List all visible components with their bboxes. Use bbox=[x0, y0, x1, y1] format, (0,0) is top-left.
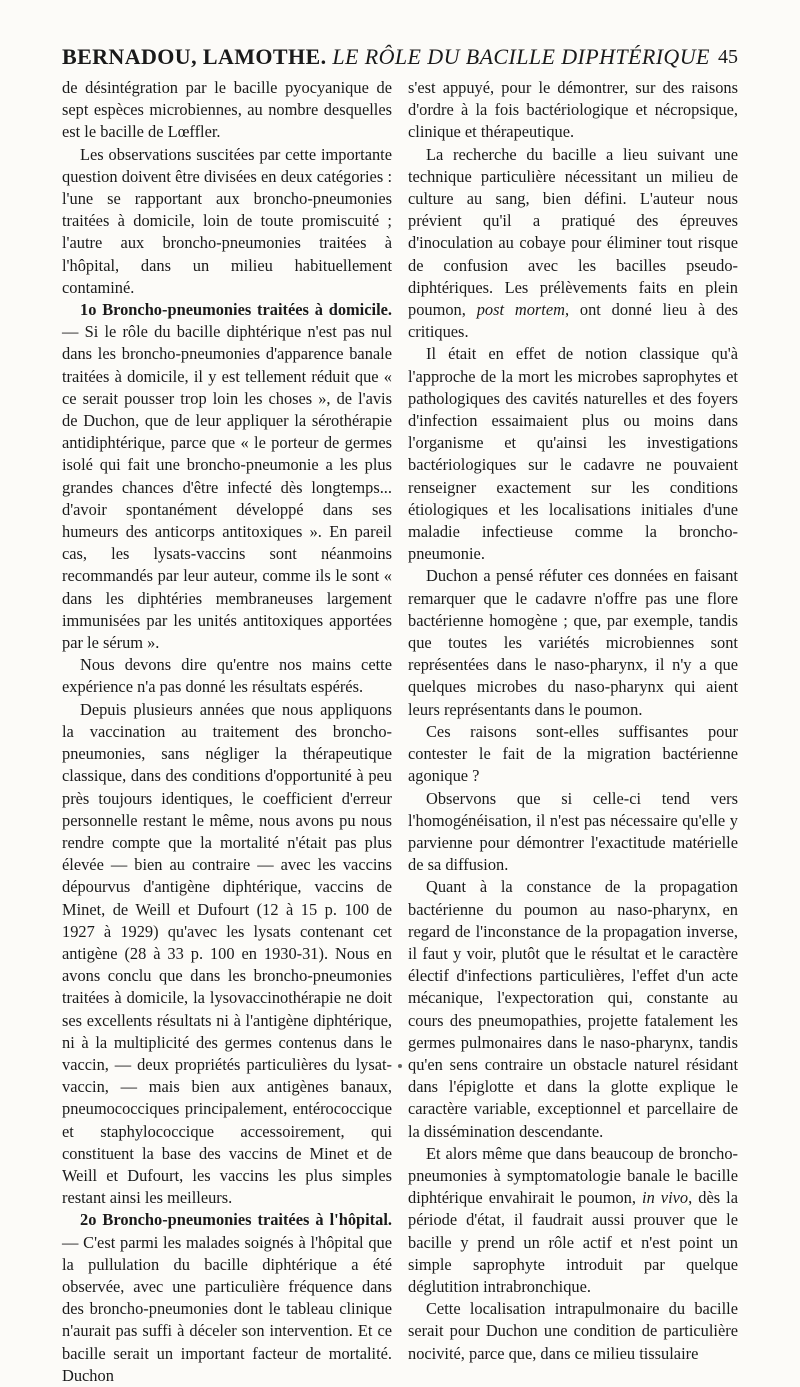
left-column bbox=[62, 77, 392, 1387]
paragraph-text: , ont donné lieu à des critiques. bbox=[408, 300, 738, 342]
running-title bbox=[62, 44, 710, 70]
paragraph-text: Et alors même que dans beaucoup de broncho-pneumonies à symptomatologie banale le bacille diphtérique envahirait le poumon, bbox=[408, 1143, 738, 1208]
paragraph: Depuis plusieurs années que nous appliquons la vaccination au traitement des broncho-pneumonies, sans négliger la thérapeutique classique, dans des conditions d'opportunité à peu près toujours identiques, le coefficient d'erreur personnelle restant le même, nous avons pu nous rendre compte que la mortalité n'était pas plus élevée — bien au contraire — avec les vaccins dépourvus d'antigène diphtérique, vaccins de Minet, de Weill et Dufourt (12 à 15 p. 100 de 1927 à 1929) qu'avec les lysats contenant cet antigène (28 à 33 p. 100 en 1930-31). Nous en avons conclu que dans les broncho-pneumonies traitées à domicile, la lysovaccinothérapie ne doit ses excellents résultats ni à l'antigène diphtérique, ni à la multiplicité des germes contenus dans le vaccin, — deux propriétés particulières du lysat-vaccin, — mais bien aux antigènes banaux, pneumococciques principalement, entérococcique et staphylococcique accessoirement, qui constituent la base des vaccins de Minet et de Weill et Dufourt, les vaccins les plus simples restant ainsi les meilleurs. bbox=[62, 699, 392, 1208]
paragraph: Quant à la constance de la propagation bactérienne du poumon au naso-pharynx, en regard de l'inconstance de la propagation inverse, il faut y voir, plutôt que le résultat et le caractère électif d'infections particulières, l'effet d'un acte mécanique, l'expectoration qui, constante au cours des pneumopathies, projette fatalement les germes pulmonaires dans le naso-pharynx, tandis qu'en sens contraire un obstacle naturel résidant dans l'épiglotte et dans la glotte explique le caractère variable, exceptionnel et parcellaire de la dissémination descendante. bbox=[408, 877, 738, 1141]
section-heading-domicile: 1o Broncho-pneumonies traitées à domicile. bbox=[80, 300, 392, 320]
paragraph: s'est appuyé, pour le démontrer, sur des raisons d'ordre à la fois bactériologique et nécropsique, clinique et thérapeutique. bbox=[408, 78, 738, 142]
right-column bbox=[408, 77, 738, 1365]
running-title-subject: LE RÔLE DU BACILLE DIPHTÉRIQUE bbox=[332, 44, 710, 69]
paragraph: Les observations suscitées par cette importante question doivent être divisées en deux catégories : l'une se rapportant aux broncho-pneumonies traitées à domicile, loin de toute promiscuité ; l'autre aux broncho-pneumonies traitées à l'hôpital, dans un milieu habituellement contaminé. bbox=[62, 144, 392, 297]
paragraph: Cette localisation intrapulmonaire du bacille serait pour Duchon une condition de particulière nocivité, parce que, dans ce milieu tissulaire bbox=[408, 1299, 738, 1363]
italic-phrase: in vivo bbox=[642, 1188, 689, 1208]
italic-phrase: post mortem bbox=[476, 300, 565, 320]
paragraph-text: , dès la période d'état, il faudrait aussi prouver que le bacille y prend un rôle actif et n'est point un simple saprophyte introduit par quelque déglutition intrabronchique. bbox=[408, 1188, 738, 1296]
section-heading-hopital: 2o Broncho-pneumonies traitées à l'hôpital. bbox=[80, 1210, 392, 1230]
paragraph-text: — Si le rôle du bacille diphtérique n'est pas nul dans les broncho-pneumonies d'apparence banale traitées à domicile, il y est tellement réduit que « ce serait pousser trop loin les choses », de l'avis de Duchon, que de leur appliquer la sérothérapie antidiphtérique, parce que « le porteur de germes isolé qui fait une broncho-pneumonie a les plus grandes chances d'être infecté dès longtemps... d'avoir spontanément développé dans ses humeurs des anticorps antitoxiques ». En pareil cas, les lysats-vaccins sont néanmoins recommandés par leur auteur, comme ils le sont « dans les diphtéries membraneuses largement immunisées par les unités antitoxiques apportées par le sérum ». bbox=[62, 322, 392, 653]
paragraph: Nous devons dire qu'entre nos mains cette expérience n'a pas donné les résultats espérés. bbox=[62, 655, 392, 697]
paragraph-text: La recherche du bacille a lieu suivant une technique particulière nécessitant un milieu de culture au sang, bien défini. L'auteur nous prévient qu'il a pratiqué des épreuves d'inoculation au cobaye pour éliminer tout risque de confusion avec les bacilles pseudo-diphtériques. Les prélèvements faits en plein poumon, bbox=[408, 144, 738, 320]
paragraph bbox=[408, 1143, 738, 1298]
page-number: 45 bbox=[718, 46, 738, 68]
paragraph: Observons que si celle-ci tend vers l'homogénéisation, il n'est pas nécessaire qu'elle y parvienne pour démontrer l'exactitude matérielle de sa diffusion. bbox=[408, 788, 738, 875]
paragraph: Ces raisons sont-elles suffisantes pour contester le fait de la migration bactérienne agonique ? bbox=[408, 721, 738, 786]
paragraph: de désintégration par le bacille pyocyanique de sept espèces microbiennes, au nombre desquelles est le bacille de Lœffler. bbox=[62, 78, 392, 142]
paragraph: Il était en effet de notion classique qu'à l'approche de la mort les microbes saprophytes et pathologiques des cavités naturelles et des foyers d'infection essaimaient plus ou moins dans l'organisme et qu'ainsi les investigations bactériologiques sur le cadavre ne pouvaient renseigner exactement sur les conditions étiologiques et les localisations initiales d'une maladie infectieuse comme la broncho-pneumonie. bbox=[408, 344, 738, 564]
paragraph-section-2 bbox=[62, 1209, 392, 1387]
paragraph bbox=[408, 144, 738, 344]
paragraph-text: — C'est parmi les malades soignés à l'hôpital que la pullulation du bacille diphtérique a été observée, avec une particulière fréquence dans des broncho-pneumonies dont le tableau clinique n'aurait pas suffi à déceler son intervention. Et ce bacille serait un important facteur de mortalité. Duchon bbox=[62, 1232, 392, 1385]
running-title-authors: BERNADOU, LAMOTHE. bbox=[62, 44, 327, 69]
paragraph-section-1 bbox=[62, 299, 392, 654]
print-mark bbox=[398, 1064, 402, 1068]
running-header bbox=[62, 44, 738, 72]
paragraph: Duchon a pensé réfuter ces données en faisant remarquer que le cadavre n'offre pas une flore bactérienne homogène ; que, par exemple, tandis que toutes les variétés microbiennes sont représentées dans le naso-pharynx, il n'y a que quelques microbes du naso-pharynx qui aient leurs représentants dans le poumon. bbox=[408, 566, 738, 719]
